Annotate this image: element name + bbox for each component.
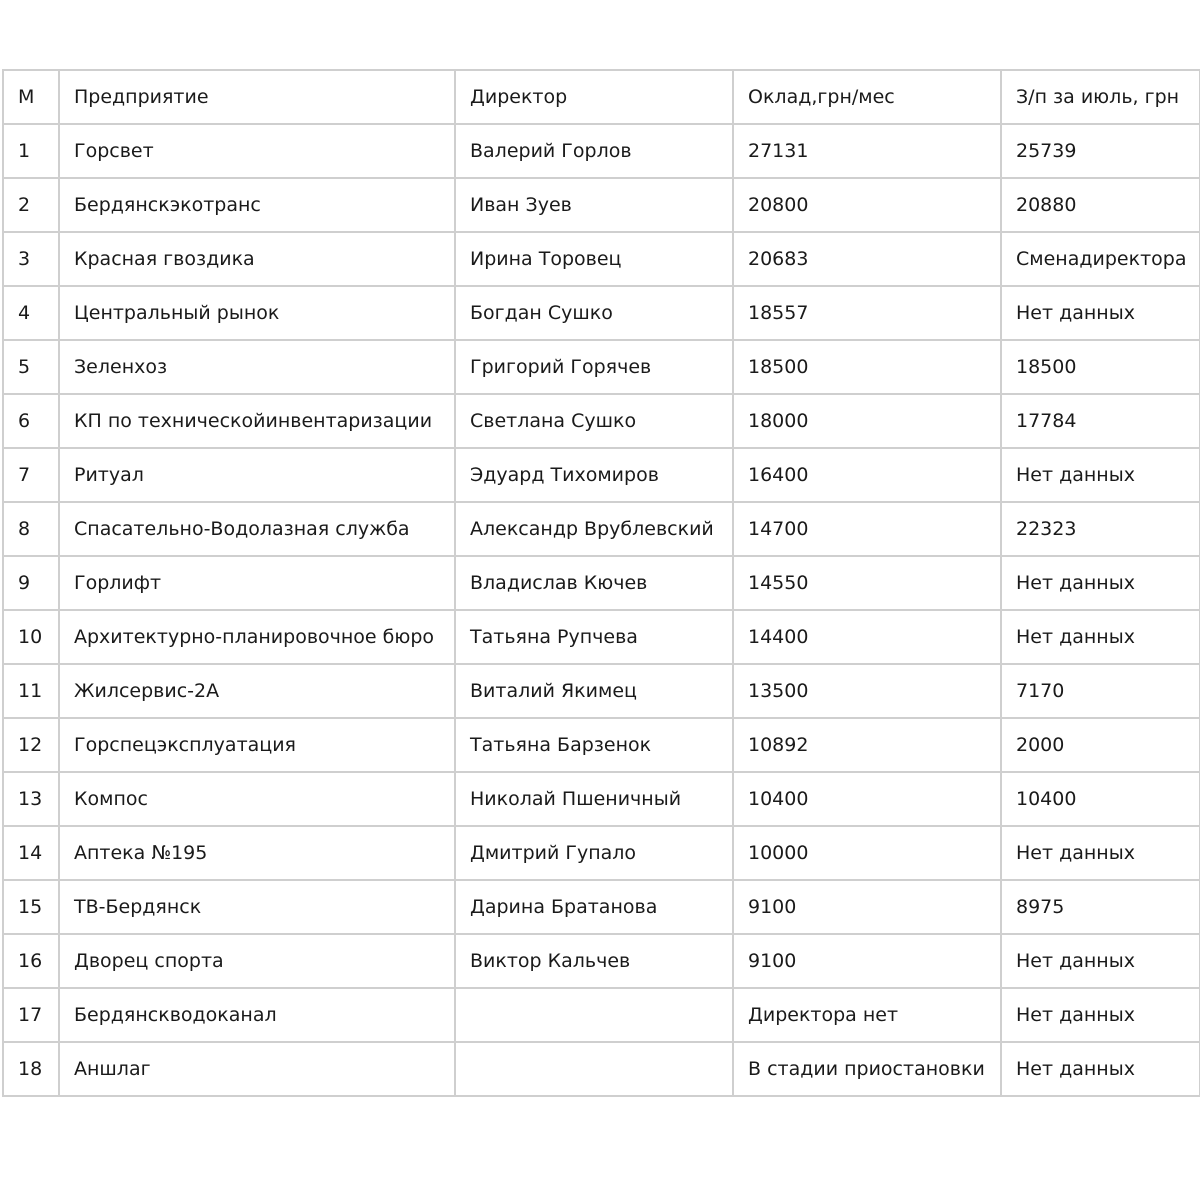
cell-july-pay: Сменадиректора xyxy=(1001,232,1200,286)
cell-salary: 20800 xyxy=(733,178,1001,232)
salary-table-container xyxy=(2,69,1199,1097)
cell-salary: 14550 xyxy=(733,556,1001,610)
cell-enterprise: Жилсервис-2А xyxy=(59,664,455,718)
table-row xyxy=(3,880,1200,934)
cell-july-pay: Нет данных xyxy=(1001,826,1200,880)
cell-number: 11 xyxy=(3,664,59,718)
cell-july-pay: Нет данных xyxy=(1001,988,1200,1042)
cell-salary: 9100 xyxy=(733,880,1001,934)
cell-director xyxy=(455,988,733,1042)
table-row xyxy=(3,448,1200,502)
cell-salary: 9100 xyxy=(733,934,1001,988)
cell-number: 4 xyxy=(3,286,59,340)
cell-enterprise: Ритуал xyxy=(59,448,455,502)
cell-enterprise: ТВ-Бердянск xyxy=(59,880,455,934)
table-row xyxy=(3,988,1200,1042)
cell-salary: 18500 xyxy=(733,340,1001,394)
header-salary: Оклад,грн/мес xyxy=(733,70,1001,124)
cell-salary: Директора нет xyxy=(733,988,1001,1042)
table-header-row xyxy=(3,70,1200,124)
cell-director: Дарина Братанова xyxy=(455,880,733,934)
cell-enterprise: Зеленхоз xyxy=(59,340,455,394)
cell-july-pay: Нет данных xyxy=(1001,448,1200,502)
cell-july-pay: 7170 xyxy=(1001,664,1200,718)
cell-number: 14 xyxy=(3,826,59,880)
table-row xyxy=(3,556,1200,610)
cell-salary: 13500 xyxy=(733,664,1001,718)
cell-enterprise: Горсвет xyxy=(59,124,455,178)
cell-enterprise: Красная гвоздика xyxy=(59,232,455,286)
cell-director: Татьяна Барзенок xyxy=(455,718,733,772)
table-row xyxy=(3,124,1200,178)
cell-enterprise: Горспецэксплуатация xyxy=(59,718,455,772)
cell-number: 13 xyxy=(3,772,59,826)
table-row xyxy=(3,610,1200,664)
cell-director: Иван Зуев xyxy=(455,178,733,232)
cell-july-pay: 20880 xyxy=(1001,178,1200,232)
cell-enterprise: Архитектурно-планировочное бюро xyxy=(59,610,455,664)
cell-july-pay: 18500 xyxy=(1001,340,1200,394)
table-row xyxy=(3,178,1200,232)
cell-july-pay: 25739 xyxy=(1001,124,1200,178)
cell-july-pay: 17784 xyxy=(1001,394,1200,448)
cell-salary: 18557 xyxy=(733,286,1001,340)
cell-number: 2 xyxy=(3,178,59,232)
table-row xyxy=(3,664,1200,718)
table-row xyxy=(3,718,1200,772)
cell-salary: 27131 xyxy=(733,124,1001,178)
cell-july-pay: Нет данных xyxy=(1001,1042,1200,1096)
table-body xyxy=(3,70,1200,1096)
table-row xyxy=(3,502,1200,556)
cell-salary: 16400 xyxy=(733,448,1001,502)
header-enterprise: Предприятие xyxy=(59,70,455,124)
cell-director: Виктор Кальчев xyxy=(455,934,733,988)
header-july-pay: З/п за июль, грн xyxy=(1001,70,1200,124)
cell-number: 9 xyxy=(3,556,59,610)
cell-director: Владислав Кючев xyxy=(455,556,733,610)
cell-number: 16 xyxy=(3,934,59,988)
cell-salary: В стадии приостановки xyxy=(733,1042,1001,1096)
cell-salary: 10000 xyxy=(733,826,1001,880)
cell-director: Григорий Горячев xyxy=(455,340,733,394)
cell-enterprise: Бердянскводоканал xyxy=(59,988,455,1042)
cell-director: Светлана Сушко xyxy=(455,394,733,448)
cell-enterprise: КП по техническойинвентаризации xyxy=(59,394,455,448)
table-row xyxy=(3,934,1200,988)
cell-director: Александр Врублевский xyxy=(455,502,733,556)
cell-july-pay: Нет данных xyxy=(1001,286,1200,340)
cell-july-pay: 22323 xyxy=(1001,502,1200,556)
cell-july-pay: 2000 xyxy=(1001,718,1200,772)
cell-enterprise: Аптека №195 xyxy=(59,826,455,880)
cell-july-pay: 8975 xyxy=(1001,880,1200,934)
cell-number: 3 xyxy=(3,232,59,286)
cell-number: 1 xyxy=(3,124,59,178)
cell-number: 15 xyxy=(3,880,59,934)
cell-enterprise: Спасательно-Водолазная служба xyxy=(59,502,455,556)
cell-number: 17 xyxy=(3,988,59,1042)
table-row xyxy=(3,772,1200,826)
cell-director: Эдуард Тихомиров xyxy=(455,448,733,502)
cell-july-pay: Нет данных xyxy=(1001,610,1200,664)
cell-director: Татьяна Рупчева xyxy=(455,610,733,664)
cell-number: 6 xyxy=(3,394,59,448)
header-director: Директор xyxy=(455,70,733,124)
table-row xyxy=(3,394,1200,448)
cell-enterprise: Центральный рынок xyxy=(59,286,455,340)
cell-director: Богдан Сушко xyxy=(455,286,733,340)
cell-salary: 14400 xyxy=(733,610,1001,664)
table-row xyxy=(3,286,1200,340)
cell-number: 8 xyxy=(3,502,59,556)
cell-director: Дмитрий Гупало xyxy=(455,826,733,880)
cell-director xyxy=(455,1042,733,1096)
salary-table xyxy=(2,69,1200,1097)
cell-enterprise: Аншлаг xyxy=(59,1042,455,1096)
cell-number: 5 xyxy=(3,340,59,394)
cell-enterprise: Бердянскэкотранс xyxy=(59,178,455,232)
table-row xyxy=(3,826,1200,880)
cell-director: Валерий Горлов xyxy=(455,124,733,178)
cell-enterprise: Горлифт xyxy=(59,556,455,610)
cell-number: 18 xyxy=(3,1042,59,1096)
cell-salary: 10400 xyxy=(733,772,1001,826)
table-row xyxy=(3,340,1200,394)
cell-director: Виталий Якимец xyxy=(455,664,733,718)
cell-director: Николай Пшеничный xyxy=(455,772,733,826)
table-row xyxy=(3,1042,1200,1096)
cell-enterprise: Дворец спорта xyxy=(59,934,455,988)
table-row xyxy=(3,232,1200,286)
cell-july-pay: Нет данных xyxy=(1001,556,1200,610)
cell-salary: 18000 xyxy=(733,394,1001,448)
header-number: М xyxy=(3,70,59,124)
cell-salary: 20683 xyxy=(733,232,1001,286)
cell-july-pay: Нет данных xyxy=(1001,934,1200,988)
cell-salary: 10892 xyxy=(733,718,1001,772)
cell-number: 10 xyxy=(3,610,59,664)
cell-director: Ирина Торовец xyxy=(455,232,733,286)
cell-salary: 14700 xyxy=(733,502,1001,556)
cell-number: 12 xyxy=(3,718,59,772)
cell-number: 7 xyxy=(3,448,59,502)
cell-enterprise: Компос xyxy=(59,772,455,826)
cell-july-pay: 10400 xyxy=(1001,772,1200,826)
